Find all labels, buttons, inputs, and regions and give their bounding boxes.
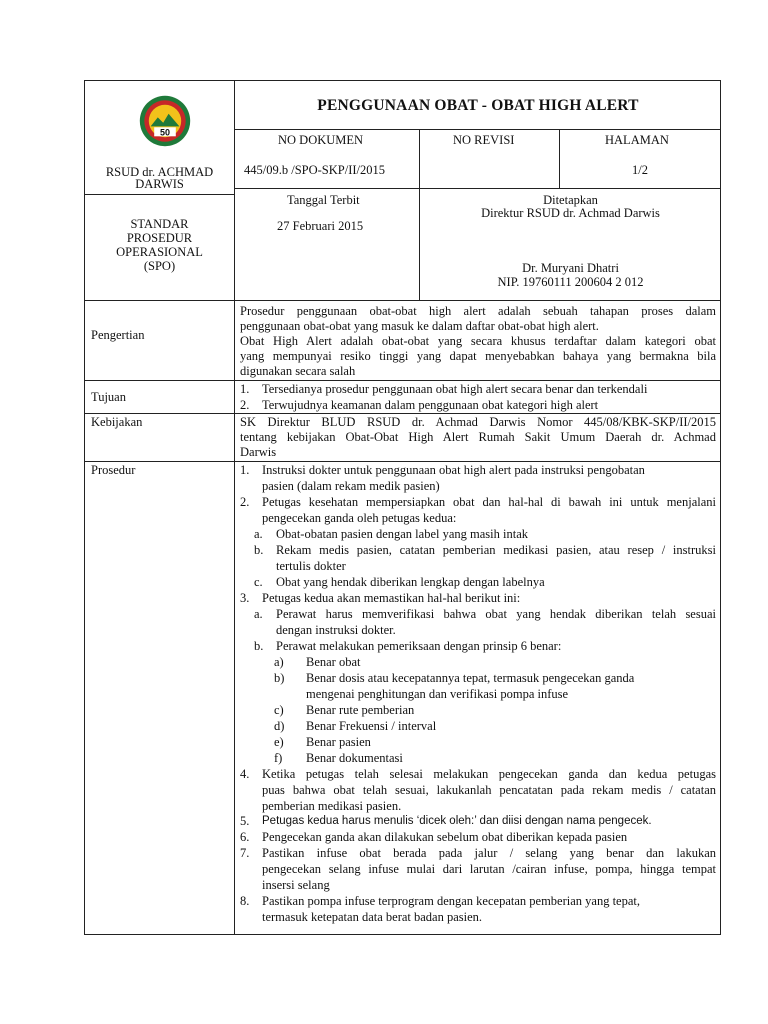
list-marker: 5. — [240, 814, 250, 828]
spo-label-line-3: OPERASIONAL — [116, 245, 203, 259]
row-divider — [85, 461, 721, 462]
row-divider — [85, 413, 721, 414]
logo-text: 50 — [159, 127, 171, 138]
list-marker: 2. — [240, 398, 250, 412]
list-marker: 6. — [240, 830, 250, 844]
prosedur-line: Petugas kedua harus menulis ‘dicek oleh:’ dan diisi dengan nama pengecek. — [262, 815, 652, 827]
list-marker: b) — [274, 671, 285, 685]
prosedur-line: Benar dosis atau kecepatannya tepat, termasuk pengecekan ganda — [306, 671, 635, 685]
kebijakan-label: Kebijakan — [91, 415, 143, 429]
halaman-label: HALAMAN — [605, 133, 669, 147]
kebijakan-line: SK Direktur BLUD RSUD dr. Achmad Darwis Nomor 445/08/KBK-SKP/II/2015 — [240, 415, 716, 429]
no-dokumen-label: NO DOKUMEN — [278, 133, 364, 147]
prosedur-line: tertulis dokter — [276, 559, 346, 573]
no-revisi-label: NO REVISI — [453, 133, 515, 147]
list-marker: d) — [274, 719, 285, 733]
kebijakan-line: Darwis — [240, 445, 277, 459]
list-marker: 8. — [240, 894, 250, 908]
header-divider — [235, 188, 721, 189]
list-marker: 1. — [240, 463, 250, 477]
halaman-divider — [559, 130, 560, 188]
prosedur-line: Perawat harus memverifikasi bahwa obat yang hendak diberikan telah sesuai — [276, 607, 716, 621]
spo-label-line-2: PROSEDUR — [126, 231, 193, 245]
prosedur-line: puas bahwa obat telah sesuai, lakukanlah pencatatan pada rekam medis / catatan — [262, 783, 716, 797]
prosedur-line: pengecekan selang infuse mulai dari larutan /cairan infuse, pompa, hingga tempat — [262, 862, 716, 876]
prosedur-line: Pastikan pompa infuse terprogram dengan kecepatan pemberian yang tepat, — [262, 894, 640, 908]
tujuan-item: Tersedianya prosedur penggunaan obat high alert secara benar dan terkendali — [262, 382, 648, 396]
tanggal-terbit-value: 27 Februari 2015 — [277, 219, 364, 233]
column-divider — [234, 81, 235, 935]
prosedur-line: pengecekan ganda oleh petugas kedua: — [262, 511, 457, 525]
prosedur-line: mengenai penghitungan dan verifikasi pompa infuse — [306, 687, 569, 701]
list-marker: c. — [254, 575, 263, 589]
prosedur-line: Perawat melakukan pemeriksaan dengan prinsip 6 benar: — [276, 639, 562, 653]
prosedur-line: Pastikan infuse obat berada pada jalur / selang yang benar dan lakukan — [262, 846, 716, 860]
document-title: PENGGUNAAN OBAT - OBAT HIGH ALERT — [317, 97, 639, 114]
spo-label-line-4: (SPO) — [143, 259, 176, 273]
prosedur-label: Prosedur — [91, 463, 136, 477]
pengertian-line: Obat High Alert adalah obat-obat yang secara khusus terdaftar dalam kategori obat — [240, 334, 716, 348]
prosedur-line: insersi selang — [262, 878, 330, 892]
tujuan-item: Terwujudnya keamanan dalam penggunaan obat kategori high alert — [262, 398, 599, 412]
row-divider — [85, 380, 721, 381]
prosedur-line: Benar pasien — [306, 735, 371, 749]
signer-nip: NIP. 19760111 200604 2 012 — [497, 275, 644, 289]
prosedur-line: pasien (dalam rekam medik pasien) — [262, 479, 440, 493]
list-marker: a. — [254, 607, 263, 621]
list-marker: 3. — [240, 591, 250, 605]
prosedur-line: termasuk ketepatan data berat badan pasien. — [262, 910, 483, 924]
tanggal-terbit-label: Tanggal Terbit — [287, 193, 360, 207]
hospital-emblem-icon — [138, 94, 192, 148]
no-dokumen-value: 445/09.b /SPO-SKP/II/2015 — [244, 163, 385, 177]
list-marker: f) — [274, 751, 283, 765]
spo-document — [84, 80, 721, 935]
signer-name: Dr. Muryani Dhatri — [522, 261, 619, 275]
list-marker: 4. — [240, 767, 250, 781]
prosedur-line: Rekam medis pasien, catatan pemberian medikasi pasien, atau resep / instruksi — [276, 543, 716, 557]
prosedur-line: Petugas kedua akan memastikan hal-hal berikut ini: — [262, 591, 521, 605]
prosedur-line: Obat yang hendak diberikan lengkap dengan labelnya — [276, 575, 545, 589]
list-marker: 1. — [240, 382, 250, 396]
org-name-line-2: DARWIS — [135, 177, 184, 191]
prosedur-line: pemberian medikasi pasien. — [262, 799, 402, 813]
list-marker: a) — [274, 655, 284, 669]
tujuan-label: Tujuan — [91, 390, 126, 404]
prosedur-line: Petugas kesehatan mempersiapkan obat dan hal-hal di bawah ini untuk menjalani — [262, 495, 716, 509]
direktur-label: Direktur RSUD dr. Achmad Darwis — [481, 206, 660, 220]
prosedur-line: Benar dokumentasi — [306, 751, 403, 765]
list-marker: 7. — [240, 846, 250, 860]
row-divider — [85, 300, 721, 301]
pengertian-line: yang mempunyai resiko tinggi yang dapat menyebabkan bahaya yang bermakna bila — [240, 349, 716, 363]
org-divider — [85, 194, 235, 195]
prosedur-line: Obat-obatan pasien dengan label yang masih intak — [276, 527, 529, 541]
prosedur-line: Benar Frekuensi / interval — [306, 719, 437, 733]
pengertian-line: Prosedur penggunaan obat-obat high alert adalah sebuah tahapan proses dalam — [240, 304, 716, 318]
prosedur-line: Ketika petugas telah selesai melakukan pengecekan ganda dan kedua petugas — [262, 767, 716, 781]
list-marker: b. — [254, 639, 264, 653]
list-marker: b. — [254, 543, 264, 557]
spo-label-line-1: STANDAR — [130, 217, 189, 231]
title-divider — [235, 129, 721, 130]
pengertian-label: Pengertian — [91, 328, 145, 342]
pengertian-line: digunakan secara salah — [240, 364, 356, 378]
list-marker: a. — [254, 527, 263, 541]
list-marker: c) — [274, 703, 284, 717]
prosedur-line: Benar obat — [306, 655, 361, 669]
prosedur-line: dengan instruksi dokter. — [276, 623, 396, 637]
kebijakan-line: tentang kebijakan Obat-Obat High Alert Rumah Sakit Umum Daerah dr. Achmad — [240, 430, 716, 444]
pengertian-line: penggunaan obat-obat yang masuk ke dalam daftar obat-obat high alert. — [240, 319, 599, 333]
prosedur-line: Pengecekan ganda akan dilakukan sebelum obat diberikan kepada pasien — [262, 830, 628, 844]
prosedur-line: Instruksi dokter untuk penggunaan obat high alert pada instruksi pengobatan — [262, 463, 645, 477]
org-name-line-1: RSUD dr. ACHMAD — [105, 165, 214, 179]
ditetapkan-label: Ditetapkan — [543, 193, 598, 207]
prosedur-line: Benar rute pemberian — [306, 703, 415, 717]
halaman-value: 1/2 — [632, 163, 648, 177]
list-marker: e) — [274, 735, 284, 749]
list-marker: 2. — [240, 495, 250, 509]
